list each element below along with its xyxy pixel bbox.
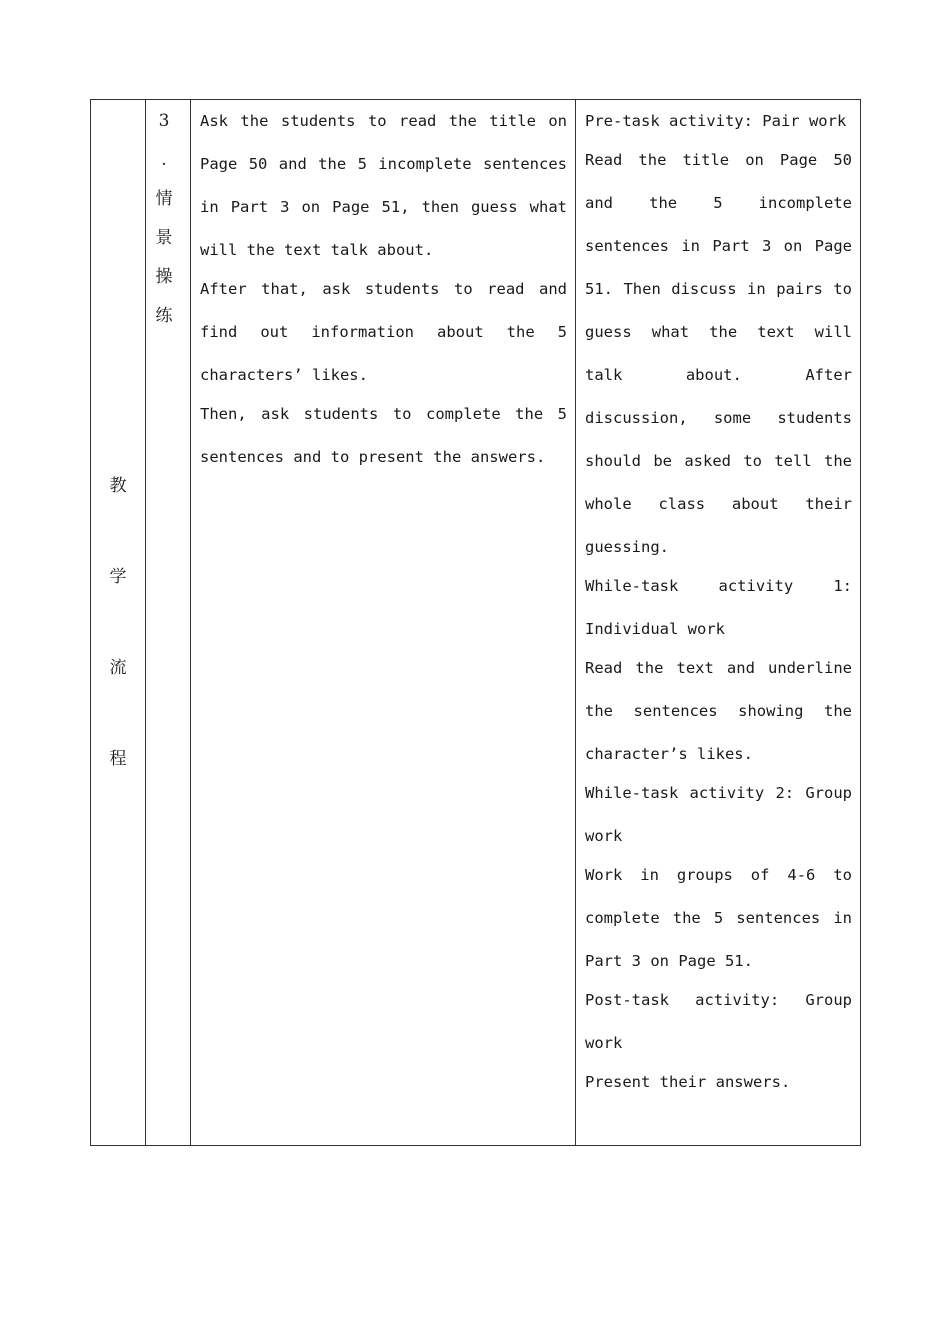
lesson-plan-table [90,99,861,1146]
teacher-paragraph: After that, ask students to read and find out information about the 5 characters’ likes. [200,280,567,384]
step-label-char: 操 [155,267,173,287]
table-row [91,100,861,1146]
teacher-paragraph: Then, ask students to complete the 5 sentences and to present the answers. [200,405,567,466]
student-activity-cell [576,100,861,1146]
student-paragraph: Work in groups of 4-6 to complete the 5 sentences in Part 3 on Page 51. [585,866,852,970]
teacher-activity-cell [191,100,576,1146]
section-label-char: 教 [109,475,127,496]
student-paragraph: While-task activity 1: Individual work [585,577,852,638]
student-paragraph: Read the title on Page 50 and the 5 incomplete sentences in Part 3 on Page 51. Then discuss in pairs to guess what the text will talk about. After discussion, some students should be asked to tell the whole class about their guessing. [585,151,852,556]
section-label-char: 学 [109,566,127,587]
step-label-char: 3 [158,111,170,131]
step-label-char: . [161,150,167,170]
teacher-paragraph: Ask the students to read the title on Page 50 and the 5 incomplete sentences in Part 3 on Page 51, then guess what will the text talk about. [200,112,567,259]
student-paragraph: Read the text and underline the sentences showing the character’s likes. [585,659,852,763]
step-label-char: 情 [155,189,173,209]
step-label-cell [146,100,191,1146]
section-label-char: 程 [109,748,127,769]
step-label [146,100,182,336]
section-label [91,441,145,805]
student-paragraph: Pre-task activity: Pair work [585,112,847,130]
student-paragraph: Post-task activity: Group work [585,991,852,1052]
student-paragraph: Present their answers. [585,1073,791,1091]
step-label-char: 景 [155,228,173,248]
section-label-char: 流 [109,657,127,678]
student-paragraph: While-task activity 2: Group work [585,784,852,845]
step-label-char: 练 [155,306,173,326]
section-label-cell [91,100,146,1146]
